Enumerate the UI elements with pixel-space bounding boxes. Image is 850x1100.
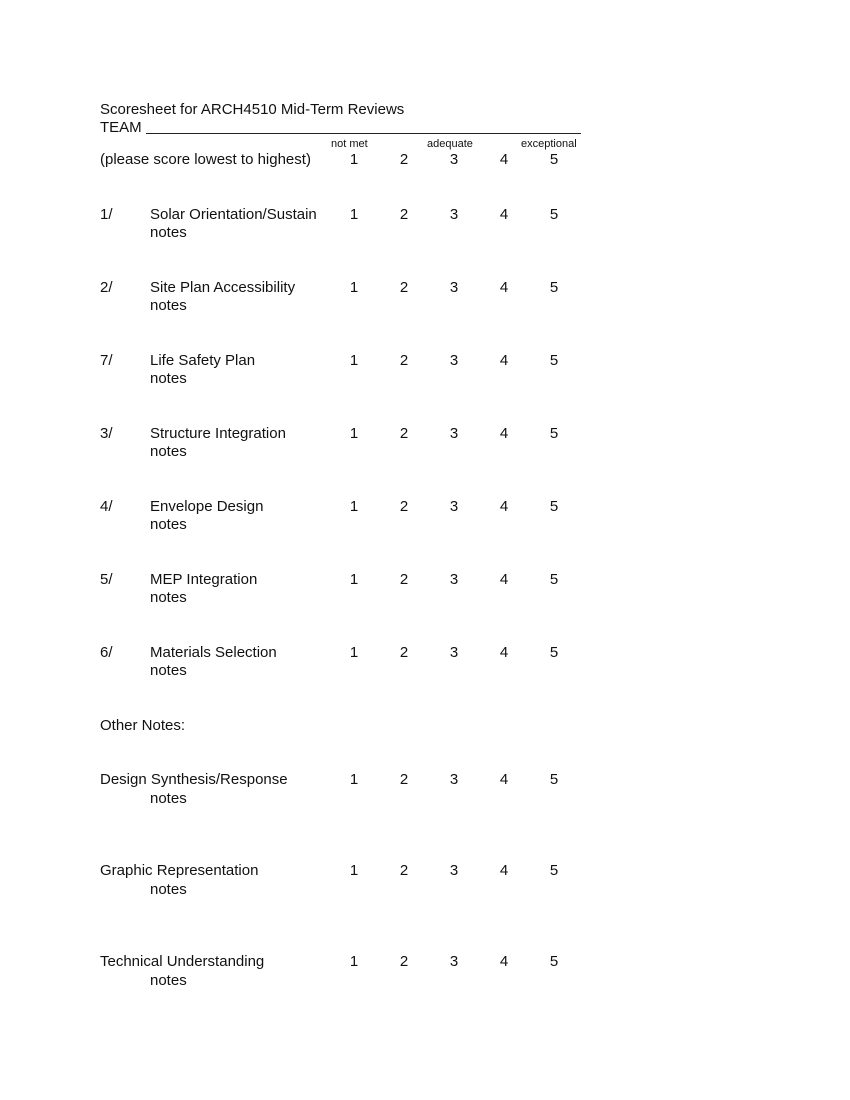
score-option-1[interactable]: 1 bbox=[349, 571, 359, 588]
score-option-3[interactable]: 3 bbox=[449, 571, 459, 588]
criterion-label: MEP Integration bbox=[150, 571, 258, 588]
score-option-5[interactable]: 5 bbox=[549, 571, 559, 588]
score-option-4[interactable]: 4 bbox=[499, 862, 509, 879]
score-option-3[interactable]: 3 bbox=[449, 498, 459, 515]
score-option-2[interactable]: 2 bbox=[399, 498, 409, 515]
score-option-2[interactable]: 2 bbox=[399, 571, 409, 588]
score-option-3[interactable]: 3 bbox=[449, 279, 459, 296]
score-option-3[interactable]: 3 bbox=[449, 206, 459, 223]
team-label: TEAM bbox=[100, 119, 142, 136]
criterion-label: Materials Selection bbox=[150, 644, 277, 661]
score-option-1[interactable]: 1 bbox=[349, 206, 359, 223]
team-name-line[interactable] bbox=[146, 133, 581, 134]
instruction-text: (please score lowest to highest) bbox=[100, 151, 311, 168]
score-option-2[interactable]: 2 bbox=[399, 206, 409, 223]
score-option-4[interactable]: 4 bbox=[499, 771, 509, 788]
score-option-3[interactable]: 3 bbox=[449, 425, 459, 442]
notes-label: notes bbox=[150, 516, 187, 533]
criterion-label: Life Safety Plan bbox=[150, 352, 256, 369]
score-option-2[interactable]: 2 bbox=[399, 862, 409, 879]
other-notes-heading: Other Notes: bbox=[100, 717, 186, 734]
score-option-5[interactable]: 5 bbox=[549, 644, 559, 661]
score-option-5[interactable]: 5 bbox=[549, 862, 559, 879]
scale-header-3: 3 bbox=[449, 151, 459, 168]
score-option-4[interactable]: 4 bbox=[499, 206, 509, 223]
overall-label: Design Synthesis/Response bbox=[100, 771, 288, 788]
scale-label-exceptional: exceptional bbox=[521, 138, 577, 150]
score-option-5[interactable]: 5 bbox=[549, 425, 559, 442]
score-option-2[interactable]: 2 bbox=[399, 279, 409, 296]
criterion-number: 4/ bbox=[100, 498, 113, 515]
score-option-5[interactable]: 5 bbox=[549, 206, 559, 223]
notes-label: notes bbox=[150, 370, 187, 387]
score-option-5[interactable]: 5 bbox=[549, 498, 559, 515]
criterion-number: 5/ bbox=[100, 571, 113, 588]
overall-label: Technical Understanding bbox=[100, 953, 265, 970]
score-option-2[interactable]: 2 bbox=[399, 953, 409, 970]
scale-header-5: 5 bbox=[549, 151, 559, 168]
score-option-1[interactable]: 1 bbox=[349, 279, 359, 296]
score-option-4[interactable]: 4 bbox=[499, 571, 509, 588]
score-option-5[interactable]: 5 bbox=[549, 352, 559, 369]
criterion-label: Envelope Design bbox=[150, 498, 264, 515]
criterion-label: Site Plan Accessibility bbox=[150, 279, 296, 296]
overall-label: Graphic Representation bbox=[100, 862, 259, 879]
notes-label: notes bbox=[150, 443, 187, 460]
score-option-2[interactable]: 2 bbox=[399, 771, 409, 788]
score-option-5[interactable]: 5 bbox=[549, 279, 559, 296]
score-option-3[interactable]: 3 bbox=[449, 644, 459, 661]
scale-label-not-met: not met bbox=[331, 138, 368, 150]
scale-header-4: 4 bbox=[499, 151, 509, 168]
notes-label: notes bbox=[150, 881, 187, 898]
notes-label: notes bbox=[150, 790, 187, 807]
page-title: Scoresheet for ARCH4510 Mid-Term Reviews bbox=[100, 101, 405, 118]
criterion-number: 3/ bbox=[100, 425, 113, 442]
score-option-1[interactable]: 1 bbox=[349, 862, 359, 879]
score-option-3[interactable]: 3 bbox=[449, 862, 459, 879]
notes-label: notes bbox=[150, 297, 187, 314]
score-option-4[interactable]: 4 bbox=[499, 279, 509, 296]
scale-header-2: 2 bbox=[399, 151, 409, 168]
score-option-1[interactable]: 1 bbox=[349, 498, 359, 515]
scale-header-1: 1 bbox=[349, 151, 359, 168]
criterion-number: 1/ bbox=[100, 206, 113, 223]
score-option-4[interactable]: 4 bbox=[499, 644, 509, 661]
score-option-5[interactable]: 5 bbox=[549, 771, 559, 788]
score-option-1[interactable]: 1 bbox=[349, 644, 359, 661]
score-option-4[interactable]: 4 bbox=[499, 498, 509, 515]
score-option-3[interactable]: 3 bbox=[449, 352, 459, 369]
criterion-number: 7/ bbox=[100, 352, 113, 369]
score-option-2[interactable]: 2 bbox=[399, 425, 409, 442]
score-option-1[interactable]: 1 bbox=[349, 352, 359, 369]
notes-label: notes bbox=[150, 662, 187, 679]
score-option-4[interactable]: 4 bbox=[499, 953, 509, 970]
score-option-2[interactable]: 2 bbox=[399, 352, 409, 369]
score-option-3[interactable]: 3 bbox=[449, 771, 459, 788]
notes-label: notes bbox=[150, 224, 187, 241]
score-option-5[interactable]: 5 bbox=[549, 953, 559, 970]
score-option-1[interactable]: 1 bbox=[349, 953, 359, 970]
score-option-1[interactable]: 1 bbox=[349, 771, 359, 788]
score-option-4[interactable]: 4 bbox=[499, 425, 509, 442]
criterion-number: 2/ bbox=[100, 279, 113, 296]
notes-label: notes bbox=[150, 589, 187, 606]
score-option-4[interactable]: 4 bbox=[499, 352, 509, 369]
criterion-label: Solar Orientation/Sustain bbox=[150, 206, 317, 223]
score-option-2[interactable]: 2 bbox=[399, 644, 409, 661]
score-option-3[interactable]: 3 bbox=[449, 953, 459, 970]
criterion-number: 6/ bbox=[100, 644, 113, 661]
score-option-1[interactable]: 1 bbox=[349, 425, 359, 442]
criterion-label: Structure Integration bbox=[150, 425, 286, 442]
notes-label: notes bbox=[150, 972, 187, 989]
scale-label-adequate: adequate bbox=[427, 138, 473, 150]
